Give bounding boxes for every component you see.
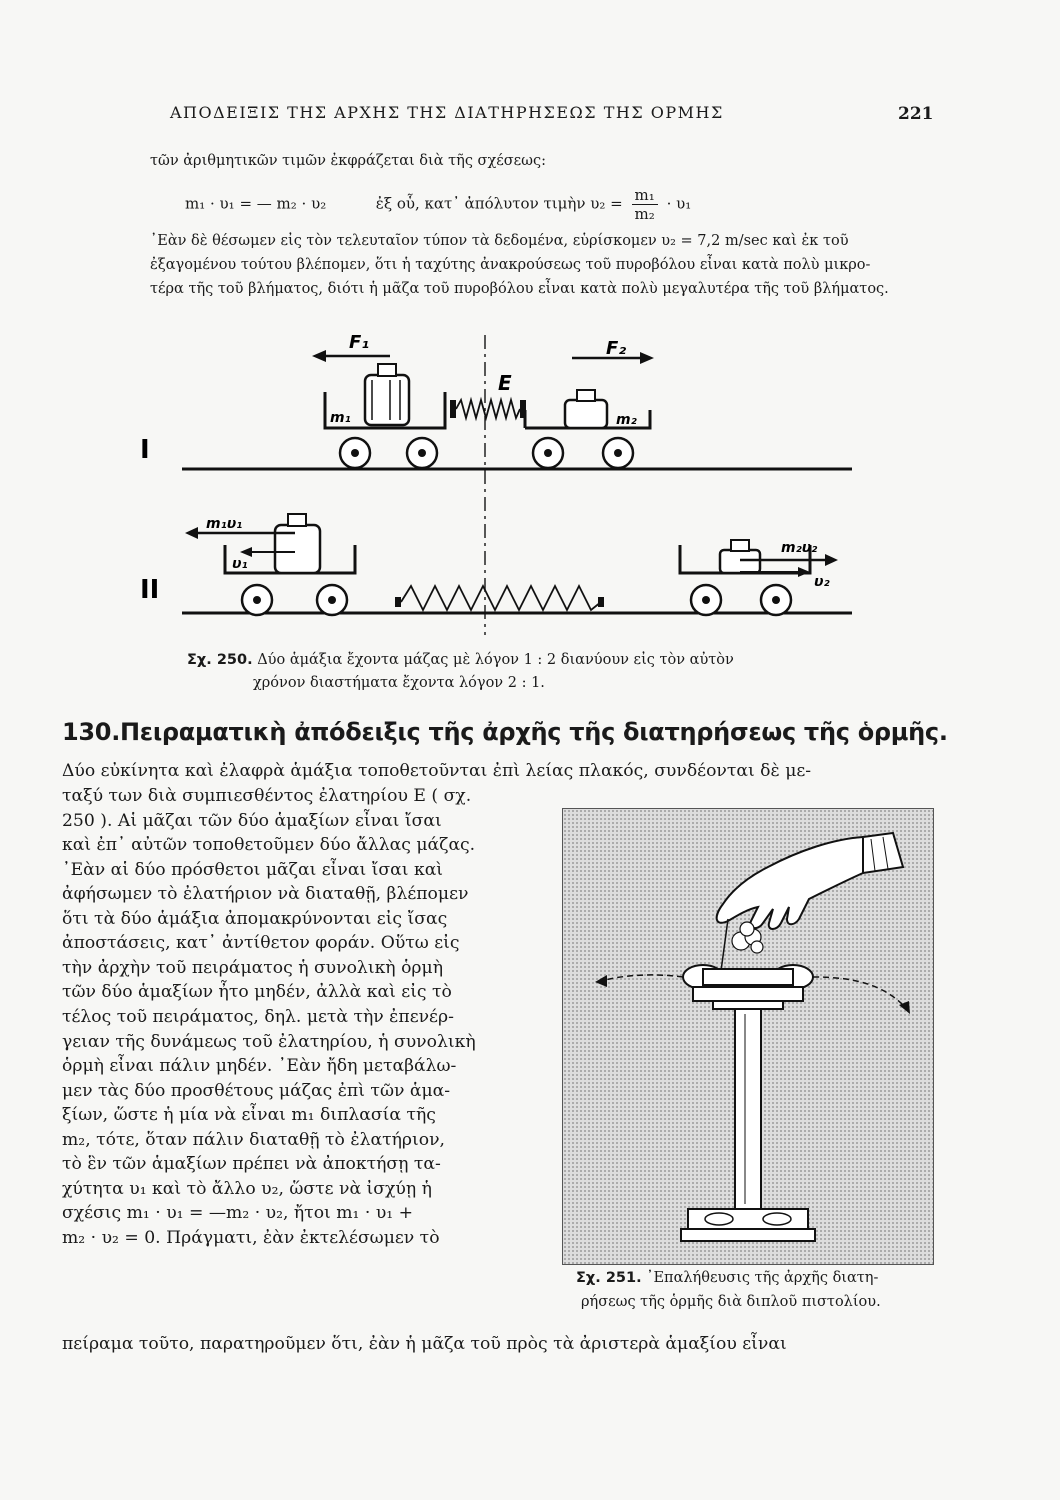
label-m1v1: m₁υ₁ xyxy=(206,516,243,532)
label-m1: m₁ xyxy=(330,410,351,426)
body-column-line: m₂ · υ₂ = 0. Πράγματι, ἐὰν ἐκτελέσωμεν τὸ xyxy=(62,1227,440,1248)
figure-251-caption-line2: ρήσεως τῆς ὁρμῆς διὰ διπλοῦ πιστολίου. xyxy=(581,1294,881,1310)
figure-250-caption-line1: Δύο ἁμάξια ἔχοντα μάζας μὲ λόγον 1 : 2 διανύουν εἰς τὸν αὐτὸν xyxy=(257,652,734,668)
figure-250-caption xyxy=(187,652,734,668)
body-column-line: τῶν δύο ἁμαξίων ἦτο μηδέν, ἀλλὰ καὶ εἰς τὸ xyxy=(62,982,452,1003)
body-column-line: ξίων, ὥστε ἡ μία νὰ εἶναι m₁ διπλασία τῆς xyxy=(62,1105,436,1126)
body-column-line: γειαν τῆς δυνάμεως τοῦ ἐλατηρίου, ἡ συνολικὴ xyxy=(62,1031,476,1052)
equation-middle: ἐξ οὗ, κατ᾽ ἀπόλυτον τιμὴν υ₂ = xyxy=(375,194,623,213)
label-f1: F₁ xyxy=(349,332,370,353)
intro-para-line: ἐξαγομένου τούτου βλέπομεν, ὅτι ἡ ταχύτης ἀνακρούσεως τοῦ πυροβόλου εἶναι κατὰ πολὺ μικρο- xyxy=(150,257,871,273)
body-column-line: ὅτι τὰ δύο ἁμάξια ἀπομακρύνονται εἰς ἴσας xyxy=(62,908,448,929)
body-column-line: ἀποστάσεις, κατ᾽ ἀντίθετον φοράν. Οὕτω εἰς xyxy=(62,933,460,954)
fraction-numerator: m₁ xyxy=(632,186,658,205)
spring-released xyxy=(395,586,604,610)
trajectory-left xyxy=(601,975,683,981)
section-title: Πειραματικὴ ἀπόδειξις τῆς ἀρχῆς τῆς διατηρήσεως τῆς ὁρμῆς. xyxy=(120,718,948,746)
label-m2: m₂ xyxy=(616,412,637,428)
label-spring-e: E xyxy=(498,371,512,395)
figure-251-caption xyxy=(576,1270,878,1286)
equation-right: · υ₁ xyxy=(666,194,692,213)
figure-251-image xyxy=(562,808,934,1265)
label-part-2: II xyxy=(140,575,160,605)
body-column-line: χύτητα υ₁ καὶ τὸ ἄλλο υ₂, ὥστε νὰ ἰσχύῃ ἡ xyxy=(62,1178,432,1199)
double-pistol-apparatus xyxy=(681,965,815,1241)
figure-251-caption-label: Σχ. 251. xyxy=(576,1270,642,1286)
body-line: Δύο εὐκίνητα καὶ ἐλαφρὰ ἁμάξια τοποθετοῦνται ἐπὶ λείας πλακός, συνδέονται δὲ με- xyxy=(62,761,812,781)
hand-illustration xyxy=(717,833,903,929)
page-number: 221 xyxy=(898,104,934,124)
body-column-line: ᾽Εὰν αἱ δύο πρόσθετοι μᾶζαι εἶναι ἴσαι καὶ xyxy=(62,859,444,880)
figure-250-diagram xyxy=(140,320,880,650)
body-column-line: ταξύ των διὰ συμπιεσθέντος ἐλατηρίου Ε ( σχ. xyxy=(62,786,472,806)
figure-250-caption-label: Σχ. 250. xyxy=(187,652,253,668)
fraction-denominator: m₂ xyxy=(634,205,655,223)
figure-251-drawing xyxy=(563,809,933,1264)
body-column-line: 250 ). Αἱ μᾶζαι τῶν δύο ἁμαξίων εἶναι ἴσαι xyxy=(62,810,442,831)
body-line: πείραμα τοῦτο, παρατηροῦμεν ὅτι, ἐὰν ἡ μᾶζα τοῦ πρὸς τὰ ἀριστερὰ ἁμαξίου εἶναι xyxy=(62,1334,787,1354)
body-column-line: καὶ ἐπ᾽ αὐτῶν τοποθετοῦμεν δύο ἄλλας μάζας. xyxy=(62,835,476,856)
intro-line: τῶν ἀριθμητικῶν τιμῶν ἐκφράζεται διὰ τῆς σχέσεως: xyxy=(150,153,546,169)
body-column-line: ἀφήσωμεν τὸ ἐλατήριον νὰ διαταθῇ, βλέπομεν xyxy=(62,884,469,905)
body-column-line: τὴν ἀρχὴν τοῦ πειράματος ἡ συνολικὴ ὁρμὴ xyxy=(62,957,443,978)
trigger-string xyxy=(721,919,728,971)
body-column-line: τέλος τοῦ πειράματος, δηλ. μετὰ τὴν ἐπενέρ- xyxy=(62,1006,454,1027)
running-header: ΑΠΟΔΕΙΞΙΣ ΤΗΣ ΑΡΧΗΣ ΤΗΣ ΔΙΑΤΗΡΗΣΕΩΣ ΤΗΣ ΟΡΜΗΣ xyxy=(170,103,724,122)
figure-250-caption-line2: χρόνον διαστήματα ἔχοντα λόγον 2 : 1. xyxy=(253,675,545,691)
figure-251-caption-line1: ᾽Επαλήθευσις τῆς ἀρχῆς διατη- xyxy=(646,1270,879,1286)
section-number: 130. xyxy=(62,718,121,746)
mass-ratio-fraction xyxy=(632,186,658,223)
body-column-line: τὸ ἓν τῶν ἁμαξίων πρέπει νὰ ἀποκτήσῃ τα- xyxy=(62,1154,441,1175)
body-column-line: ὁρμὴ εἶναι πάλιν μηδέν. ᾽Εὰν ἤδη μεταβάλω- xyxy=(62,1056,457,1077)
spring-compressed xyxy=(450,400,526,418)
intro-para-line: ᾽Εὰν δὲ θέσωμεν εἰς τὸν τελευταῖον τύπον τὰ δεδομένα, εὑρίσκομεν υ₂ = 7,2 m/sec καὶ ἐκ τοῦ xyxy=(150,233,849,249)
body-column-line: m₂, τότε, ὅταν πάλιν διαταθῇ τὸ ἐλατήριον, xyxy=(62,1129,446,1150)
label-f2: F₂ xyxy=(606,338,627,359)
momentum-equation xyxy=(185,186,691,223)
intro-para-line: τέρα τῆς τοῦ βλήματος, διότι ἡ μᾶζα τοῦ πυροβόλου εἶναι κατὰ πολὺ μεγαλυτέρα τῆς τοῦ βλήματος. xyxy=(150,281,889,297)
label-v1: υ₁ xyxy=(232,556,248,572)
cart-m2 xyxy=(525,390,650,468)
body-column-line: σχέσις m₁ · υ₁ = —m₂ · υ₂, ἤτοι m₁ · υ₁ + xyxy=(62,1203,414,1224)
label-part-1: I xyxy=(140,435,150,465)
body-column-line: μεν τὰς δύο προσθέτους μάζας ἐπὶ τῶν ἁμα- xyxy=(62,1080,451,1101)
section-heading xyxy=(62,718,948,746)
equation-left: m₁ · υ₁ = — m₂ · υ₂ xyxy=(185,194,327,213)
label-m2v2: m₂υ₂ xyxy=(781,540,818,556)
trajectory-right xyxy=(813,977,905,1007)
label-v2: υ₂ xyxy=(814,574,830,590)
